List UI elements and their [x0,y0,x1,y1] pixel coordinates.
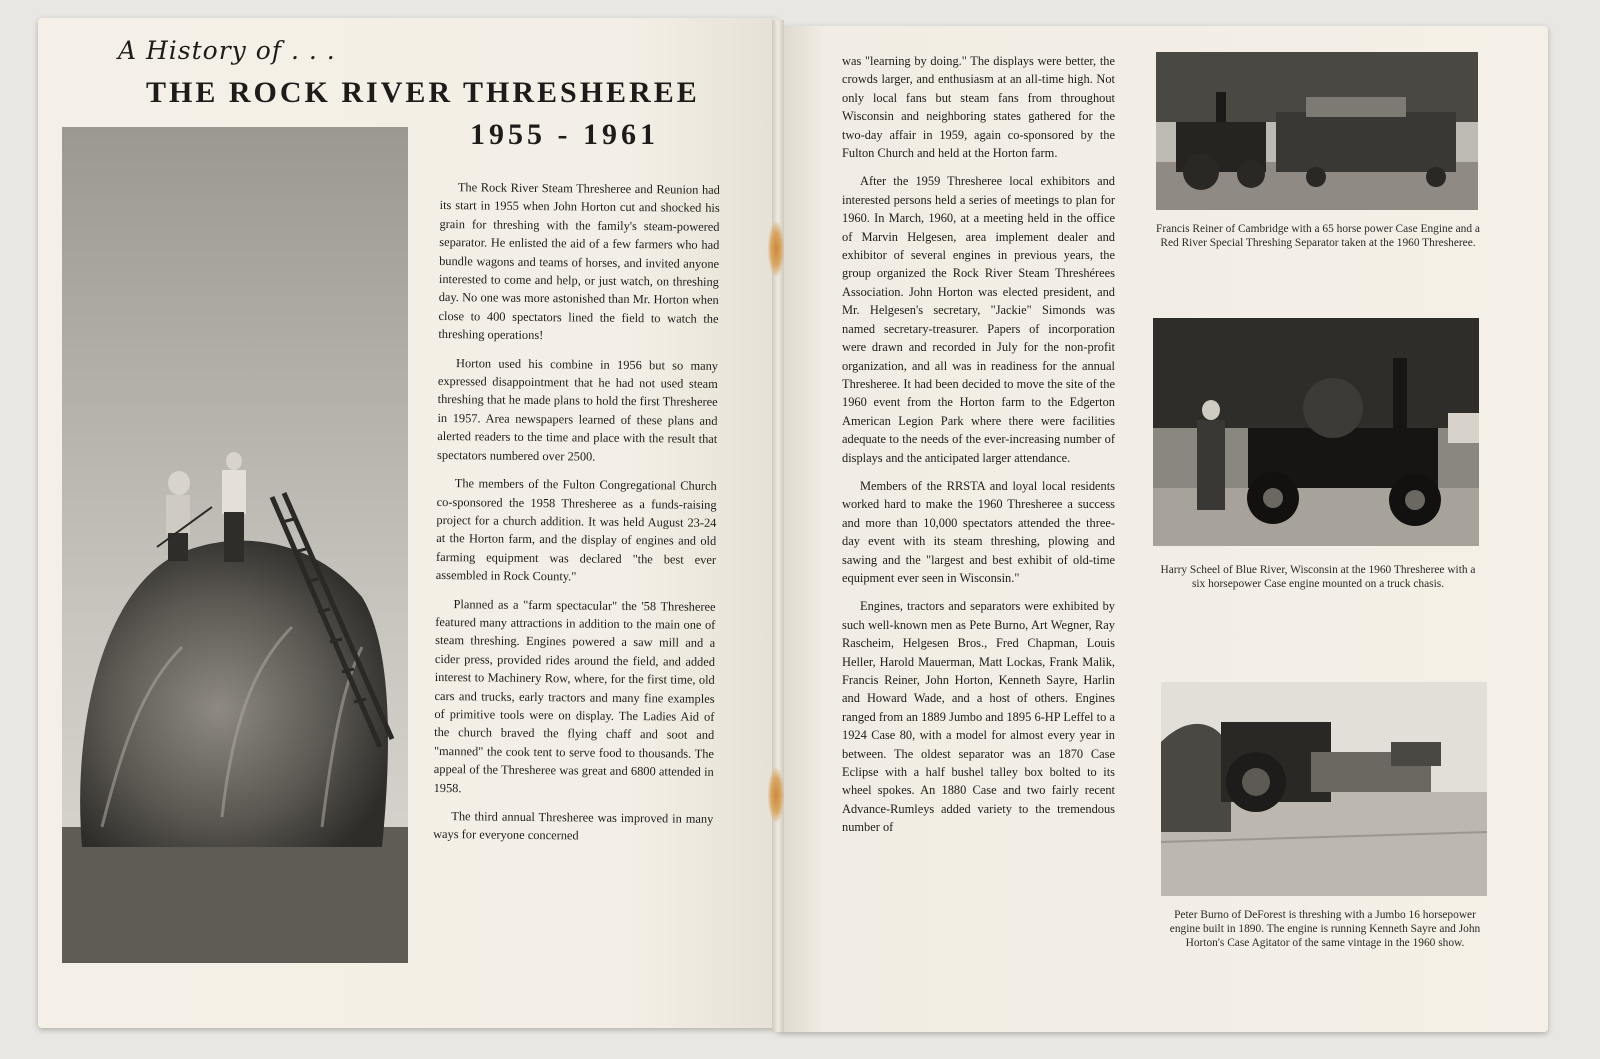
truck-engine-photo [1153,318,1479,546]
paragraph: Members of the RRSTA and loyal local residents worked hard to make the 1960 Thresheree a success and more than 10,000 spectators attended the three-day event with its steam threshing, plowing and sawing and the "largest and best exhibit of old-time equipment ever seen in Wisconsin." [842,478,1115,585]
date-range: 1955 - 1961 [470,118,659,151]
paragraph: The third annual Thresheree was improved in many ways for everyone concerned [433,809,714,843]
rust-staple-top [768,222,784,276]
booklet-spine [772,20,784,1032]
photo-caption: Francis Reiner of Cambridge with a 65 horse power Case Engine and a Red River Special Threshing Separator taken at the 1960 Thresheree. [1156,223,1480,249]
middle-article-column [842,52,1115,847]
paragraph: Horton used his combine in 1956 but so many expressed disappointment that he had not used steam threshing that he made plans to hold the first Thresheree in 1957. Area newspapers learned of these plans and alerted readers to the time and place with the result that spectators numbered over 2500. [437,355,719,464]
paragraph: Planned as a "farm spectacular" the '58 Thresheree featured many attractions in addition to the main one of steam threshing. Engines powered a saw mill and a cider press, provided rides around the field, and added interest to Machinery Row, where, for the first time, old cars and trucks, early tractors and many fine examples of primitive tools were on display. The Ladies Aid of the church braved the flying chaff and soot and "manned" the cook tent to serve food to thousands. The appeal of the Thresheree was great and 6800 attended in 1958. [433,596,716,795]
engine-separator-photo [1156,52,1478,210]
haystack-photo [62,127,408,963]
photo-caption: Peter Burno of DeForest is threshing with a Jumbo 16 horsepower engine built in 1890. The engine is running Kenneth Sayre and John Horton's Case Agitator of the same vintage in the 1960 show. [1169,909,1481,949]
paragraph: Engines, tractors and separators were exhibited by such well-known men as Pete Burno, Art Wegner, Ray Rascheim, Helgesen Bros., Fred Chapman, Louis Heller, Harold Mauerman, Matt Lockas, Frank Malik, Francis Reiner, John Horton, Kenneth Sayre, Harlin and Howard Wade, and a host of others. Engines ranged from an 1889 Jumbo and 1895 6-HP Leffel to a 1924 Case 80, with a model for almost every year in between. The oldest separator was an 1870 Case Eclipse with a half bushel talley box bolted to its wheel spokes. An 1880 Case and two fairly recent Advance-Rumleys added variety to the tremendous number of [842,599,1115,835]
main-title: THE ROCK RIVER THRESHEREE [146,76,700,109]
rust-staple-bottom [768,768,784,822]
left-article-column [433,178,720,857]
paragraph: The members of the Fulton Congregational Church co-sponsored the 1958 Thresheree as a funds-raising project for a church addition. It was held August 23-24 at the Horton farm, and the display of engines and old farming equipment was declared "the best ever assembled in Rock County." [435,476,717,584]
jumbo-engine-photo [1161,682,1487,896]
script-title: A History of . . . [118,36,336,65]
paragraph: The Rock River Steam Thresheree and Reunion had its start in 1955 when John Horton cut and shocked his grain for threshing with the family's steam-powered separator. He enlisted the aid of a few farmers who had bundle wagons and teams of horses, and invited anyone interested to come and help, or just watch, on threshing day. No one was more astonished than Mr. Horton when close to 400 spectators lined the field to watch the threshing operations! [438,180,720,343]
paragraph: After the 1959 Thresheree local exhibitors and interested persons held a series of meetings to plan for 1960. In March, 1960, at a meeting held in the office of Marvin Helgesen, area implement dealer and exhibitor of several engines in previous years, the group organized the Rock River Steam Threshérees Association. John Horton was elected president, and Mr. Helgesen's secretary, "Jackie" Simonds was named secretary-treasurer. Papers of incorporation were drawn and recorded in July for the non-profit organization, and all was in readiness for the annual Thresheree. It had been decided to move the site of the 1960 event from the Horton farm to the Edgerton American Legion Park where there were facilities adequate to the needs of the ever-increasing number of displays and the anticipated larger attendance. [842,174,1115,465]
photo-caption: Harry Scheel of Blue River, Wisconsin at the 1960 Thresheree with a six horsepower Case engine mounted on a truck chasis. [1160,564,1476,590]
paragraph: was "learning by doing." The displays were better, the crowds larger, and enthusiasm at an all-time high. Not only local fans but steam fans from throughout Wisconsin and neighboring states gathered for the two-day affair in 1959, again co-sponsored by the Fulton Church and held at the Horton farm. [842,54,1115,161]
